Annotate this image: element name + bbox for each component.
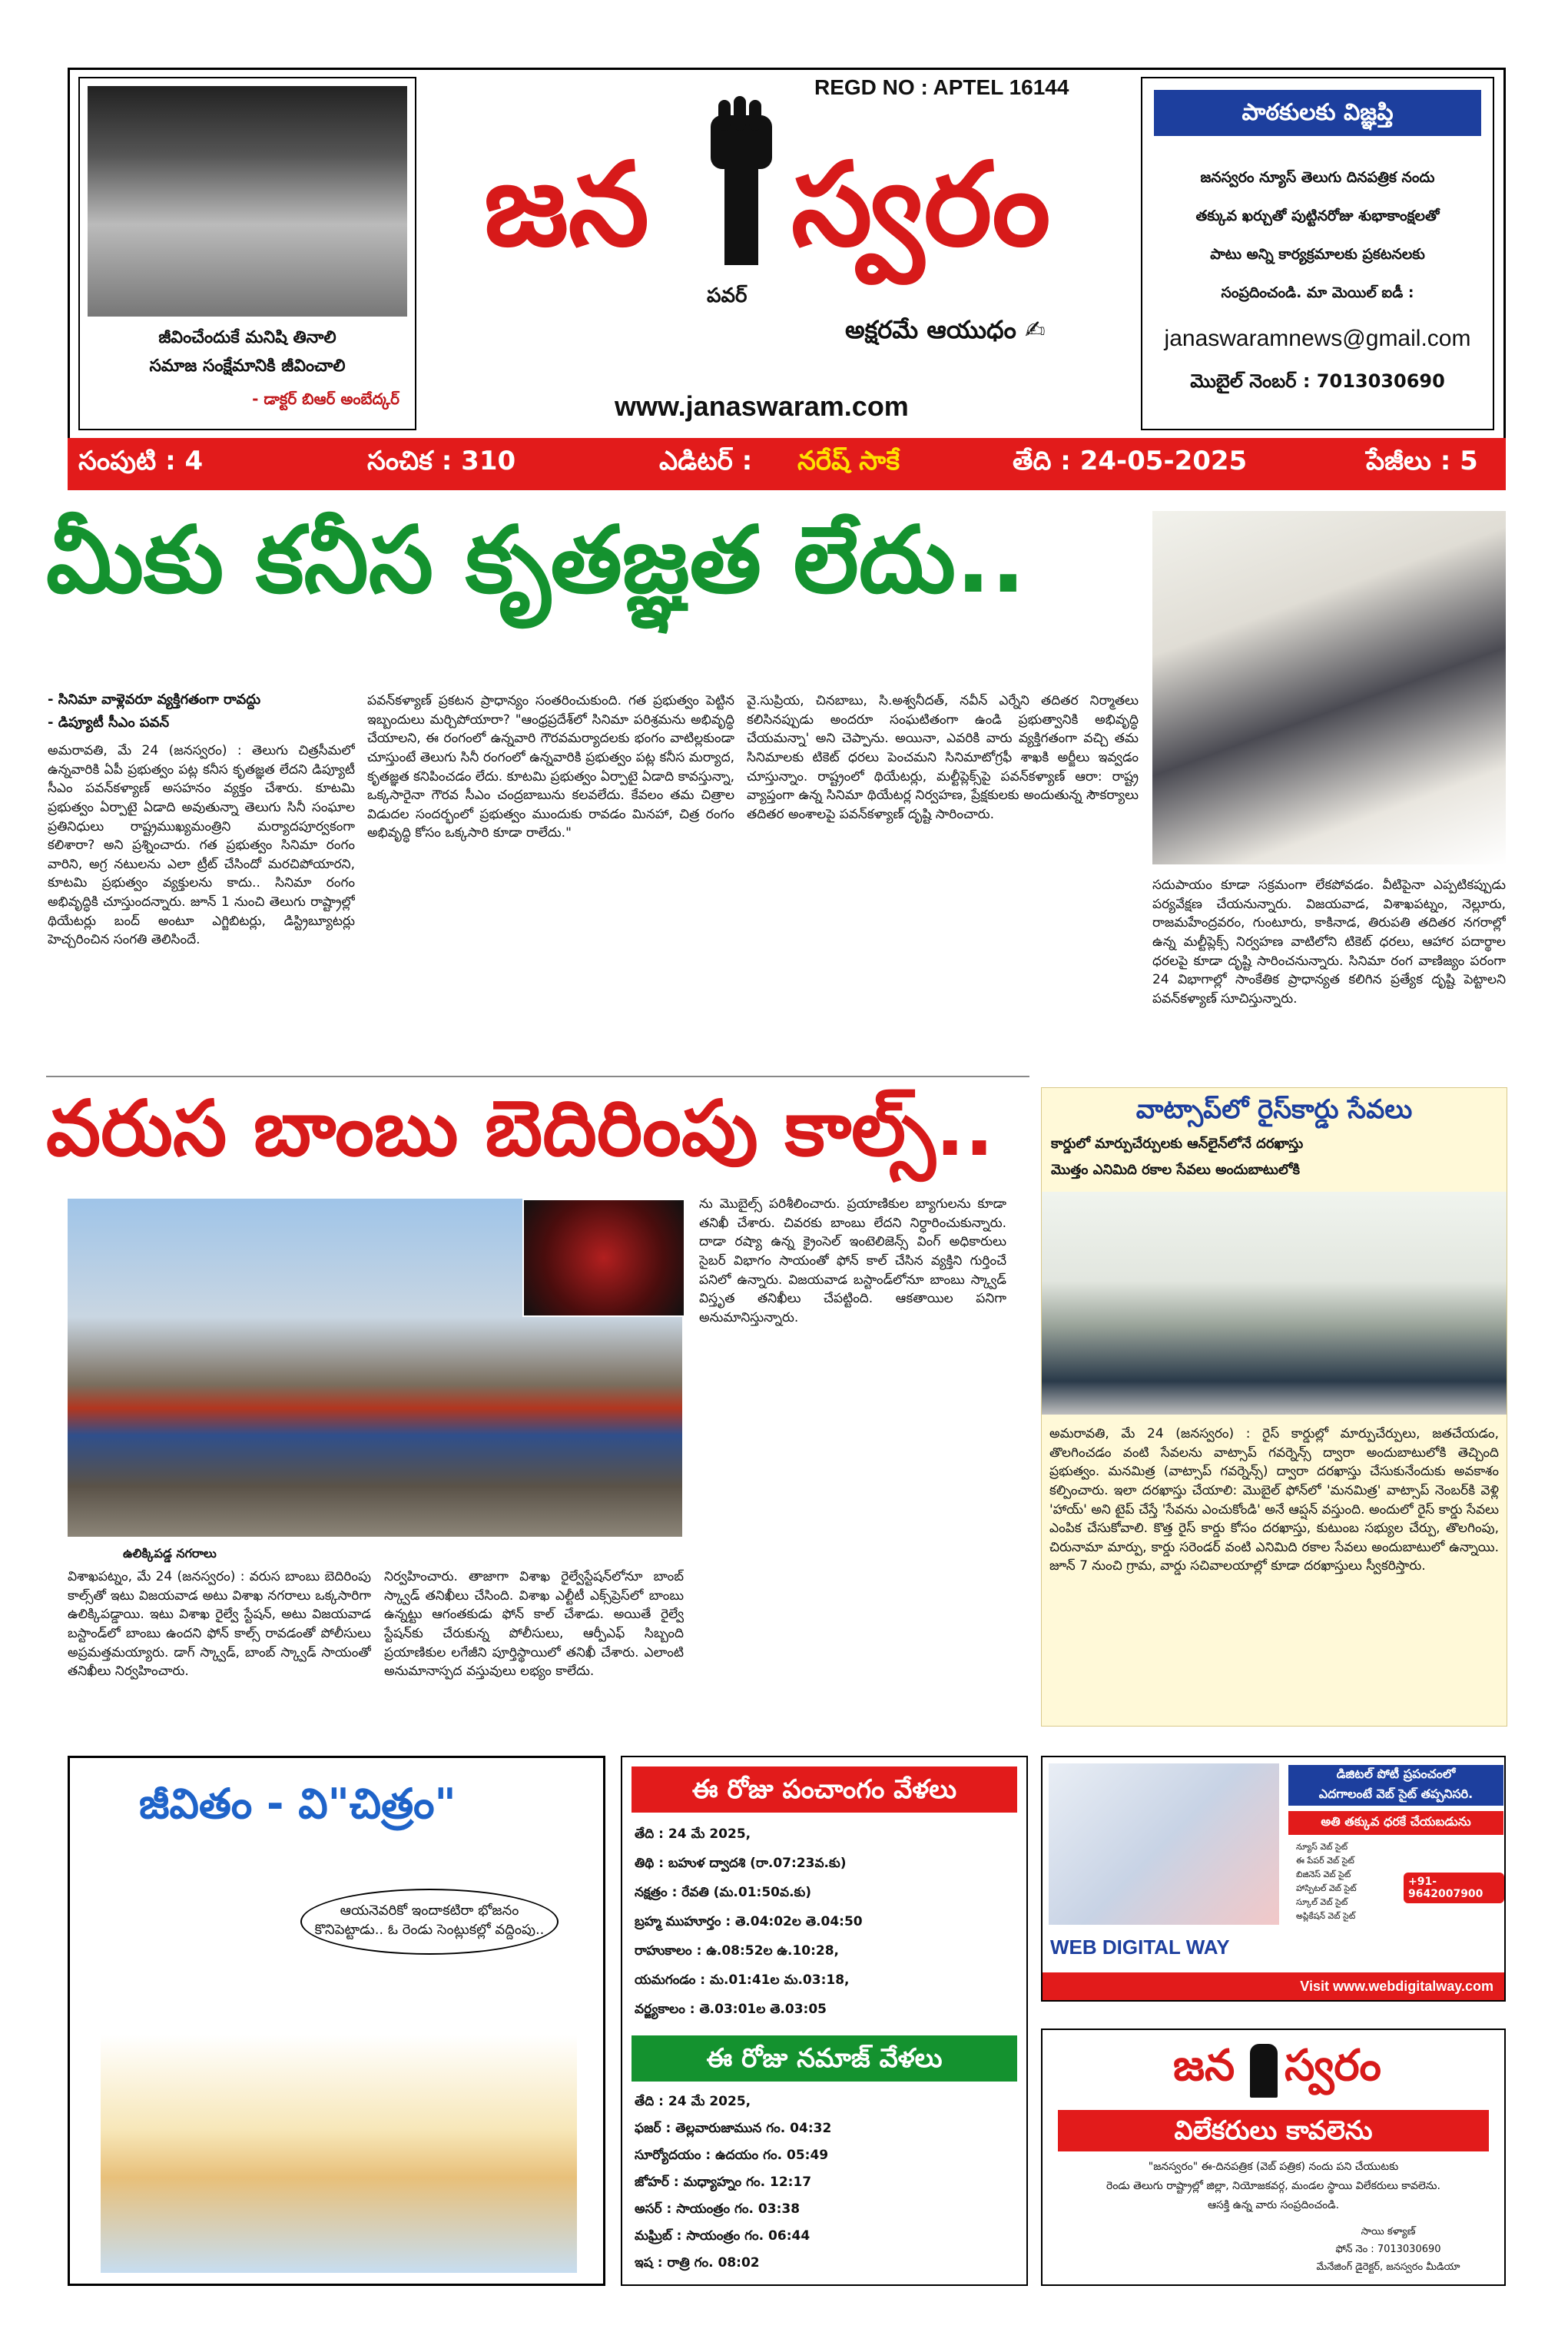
notice-mobile: మొబైల్ నెంబర్ : 7013030690 <box>1190 370 1445 392</box>
story1-column-3: వై.సుప్రియ, చినబాబు, సి.అశ్వనీదత్, నవీన్ ఎర్నేని తదితర నిర్మాతలు కలిసినప్పుడు అందరూ సంఘటితంగా ఉండి ప్రభుత్వానికి అభివృద్ధి చేయమన్నా' అని చెప్పాను. అయినా, ఎవరికి వారు వ్యక్తిగతంగా వచ్చి తమ సినిమాలకు టికెట్ ధరలు పెంచమని సినిమాటోగ్రఫీ శాఖకి అర్జీలు ఇవ్వడం చూస్తున్నాం. రాష్ట్రంలో థియేటర్లు, మల్టీప్లెక్స్‌పై పవన్‌కళ్యాణ్ ఆరా: రాష్ట్ర వ్యాప్తంగా ఉన్న సినిమా థియేటర్ల నిర్వహణ, ప్రేక్షకులకు అందుతున్న సౌకర్యాలు తదితర అంశాలపై పవన్‌కళ్యాణ్ దృష్టి సారించారు. <box>747 693 1139 822</box>
notice-line-1: జనస్వరం న్యూస్ తెలుగు దినపత్రిక నందు <box>1200 169 1435 186</box>
ad-service-4: హాస్పిటల్ వెబ్ సైట్ <box>1296 1883 1357 1893</box>
notice-line-2: తక్కువ ఖర్చుతో పుట్టినరోజు శుభాకాంక్షలతో <box>1195 207 1440 224</box>
reporter-line-3: ఆసక్తి ఉన్న వారు సంప్రదించండి. <box>1207 2199 1340 2211</box>
editor-name: నరేష్ సాకే <box>797 446 900 476</box>
issue-number: సంచిక : 310 <box>367 446 516 476</box>
story1-byline-2: - డిప్యూటీ సీఎం పవన్ <box>48 715 170 731</box>
photo-caption: ఉలిక్కిపడ్డ నగరాలు <box>123 1546 217 1561</box>
reporter-line-1: "జనస్వరం" ఈ-దినపత్రిక (వెబ్ పత్రిక) నందు పని చేయుటకు <box>1148 2161 1399 2173</box>
story1-column-2: పవన్‌కళ్యాణ్ ప్రకటన ప్రాధాన్యం సంతరించుకుంది. గత ప్రభుత్వం పెట్టిన ఇబ్బందులు మర్చిపోయారా? "ఆంధ్రప్రదేశ్‌లో సినిమా పరిశ్రమను అభివృద్ధి చేయాలని, ఈ రంగంలో ఉన్నవారి గౌరవమర్యాదలకు భంగం వాటిల్లకుండా చూస్తుంటే తెలుగు సినీ రంగంలో ఉన్నవారికి ప్రభుత్వం పట్ల కనీస మర్యాద, కృతజ్ఞత కనిపించడం లేదు. కూటమి ప్రభుత్వం ఏర్పాటై ఏడాది కావస్తున్నా, ఒక్కసారైనా గౌరవ సీఎం చంద్రబాబును కలవలేదు. కేవలం తమ చిత్రాల విడుదల సందర్భంలో ప్రభుత్వం ముందుకు రావడం మినహా, చిత్ర రంగం అభివృద్ధి కోసం ఒక్కసారి కూడా రాలేదు." <box>367 693 734 841</box>
comic-speech: ఆయనెవరికో ఇందాకటిరా భోజనం కొనిపెట్టాడు.. ఓ రెండు సెంట్లుకల్లో వద్దింపు.. <box>300 1889 559 1955</box>
story2-column-1: విశాఖపట్నం, మే 24 (జనస్వరం) : వరుస బాంబు బెదిరింపు కాల్స్‌తో ఇటు విజయవాడ అటు విశాఖ నగరాలు ఒక్కసారిగా ఉలిక్కిపడ్డాయి. ఇటు విశాఖ రైల్వే స్టేషన్, అటు విజయవాడ బస్టాండ్‌లో బాంబు ఉందని ఫోన్ కాల్స్ రావడంతో పోలీసులు అప్రమత్తమయ్యారు. డాగ్ స్క్వాడ్, బాంబ్ స్క్వాడ్ సాయంతో తనిఖీలు నిర్వహించారు. <box>68 1569 371 1680</box>
pawan-kalyan-photo <box>1152 511 1506 864</box>
notice-line-3: పాటు అన్ని కార్యక్రమాలకు ప్రకటనలకు <box>1210 246 1425 263</box>
whatsapp-title: వాట్సాప్‌లో రైస్‌కార్డు సేవలు <box>1135 1094 1413 1125</box>
whatsapp-bullet-2: మొత్తం ఎనిమిది రకాల సేవలు అందుబాటులోకి <box>1051 1162 1301 1178</box>
ad-top-line-2: ఎదగాలంటే వెబ్ సైట్ తప్పనిసరి. <box>1288 1785 1503 1806</box>
logo-right-text: స్వరం <box>791 138 1051 272</box>
issue-date: తేది : 24-05-2025 <box>1013 446 1248 476</box>
ad-service-5: స్కూల్ వెబ్ సైట్ <box>1296 1897 1348 1907</box>
bomb-inset-photo <box>522 1199 685 1317</box>
panchangam-row-1: తేది : 24 మే 2025, <box>635 1826 751 1842</box>
separator-1 <box>46 1076 1029 1077</box>
panchangam-box <box>621 1756 1028 2286</box>
whatsapp-story-box <box>1041 1087 1507 1727</box>
notice-email[interactable]: janaswaramnews@gmail.com <box>1164 326 1471 351</box>
ad-visit-link[interactable]: Visit www.webdigitalway.com <box>1043 1972 1504 2000</box>
page-count: పేజీలు : 5 <box>1366 446 1478 476</box>
notice-box <box>1141 77 1494 430</box>
ambedkar-portrait <box>88 86 407 317</box>
comic-box <box>68 1756 605 2286</box>
story2-column-3: ను మొబైల్స్ పరిశీలించారు. ప్రయాణికుల బ్యాగులను కూడా తనిఖీ చేశారు. చివరకు బాంబు లేదని నిర్ధారించుకున్నారు. దాడా రష్యా ఉన్న క్రైంసెల్ ఇంటెలిజెన్స్ వింగ్ అధికారులు సైబర్ విభాగం సాయంతో ఫోన్ కాల్ చేసిన వ్యక్తిని గుర్తించే పనిలో ఉన్నారు. విజయవాడ బస్టాండ్‌లోనూ బాంబు స్క్వాడ్ విస్తృత తనిఖీలు చేపట్టింది. ఆకతాయిల పనిగా అనుమానిస్తున్నారు. <box>699 1196 1006 1325</box>
namaz-row-3: సూర్యోదయం : ఉదయం గం. 05:49 <box>635 2148 829 2163</box>
namaz-row-2: ఫజర్ : తెల్లవారుజామున గం. 04:32 <box>635 2121 832 2136</box>
web-digital-ad[interactable] <box>1041 1756 1506 2002</box>
reporter-logo-right: స్వరం <box>1285 2041 1381 2091</box>
whatsapp-launch-photo <box>1042 1192 1507 1415</box>
ad-service-2: ఈ పేపర్ వెబ్ సైట్ <box>1296 1856 1354 1866</box>
ad-offer: అతి తక్కువ ధరకే చేయబడును <box>1288 1811 1503 1835</box>
volume: సంపుటి : 4 <box>78 446 204 476</box>
ad-phone: +91-9642007900 <box>1404 1873 1504 1903</box>
portrait-caption-3: - డాక్టర్ బిఆర్ అంబేద్కర్ <box>252 390 399 408</box>
reporter-sign-2: ఫోన్ నెం : 7013030690 <box>1335 2244 1441 2255</box>
namaz-row-5: అసర్ : సాయంత్రం గం. 03:38 <box>635 2201 801 2217</box>
namaz-row-1: తేది : 24 మే 2025, <box>635 2094 751 2109</box>
panchangam-title: ఈ రోజు పంచాంగం వేళలు <box>632 1766 1017 1813</box>
ad-top-line-1: డిజిటల్ పోటీ ప్రపంచంలో <box>1288 1765 1503 1786</box>
panchangam-row-4: బ్రహ్మ ముహూర్తం : తె.04:02ల తె.04:50 <box>635 1914 863 1929</box>
regd-number: REGD NO : APTEL 16144 <box>814 75 1069 99</box>
story2-headline: వరుస బాంబు బెదిరింపు కాల్స్.. <box>46 1083 994 1173</box>
ad-service-1: న్యూస్ వెబ్ సైట్ <box>1296 1842 1348 1852</box>
reporter-logo-left: జన <box>1173 2041 1235 2091</box>
reporter-line-2: రెండు తెలుగు రాష్ట్రాల్లో జిల్లా, నియోజకవర్గ, మండల స్థాయి విలేకరులు కావలెను. <box>1106 2180 1440 2192</box>
panchangam-row-7: వర్జ్యకాలం : తె.03:01ల తె.03:05 <box>635 2002 827 2017</box>
reporter-fist-icon <box>1250 2044 1278 2098</box>
ad-service-3: బిజినెస్ వెబ్ సైట్ <box>1296 1869 1351 1879</box>
portrait-caption-1: జీవించేందుకే మనిషి తినాలి <box>158 328 336 347</box>
logo-left-text: జన <box>484 138 649 272</box>
editor-label: ఎడిటర్ : <box>659 446 753 476</box>
raised-fist-icon <box>695 92 787 269</box>
whatsapp-bullet-1: కార్డులో మార్పుచేర్పులకు ఆన్‌లైన్‌లోనే దరఖాస్తు <box>1051 1136 1304 1152</box>
portrait-caption-2: సమాజ సంక్షేమానికి జీవించాలి <box>149 357 346 376</box>
namaz-row-7: ఇష : రాత్రి గం. 08:02 <box>635 2255 760 2271</box>
comic-title: జీవితం - వి"చిత్రం" <box>139 1780 456 1828</box>
portrait-panel <box>78 77 416 430</box>
story2-column-2: నిర్వహించారు. తాజాగా విశాఖ రైల్వేస్టేషన్‌లోనూ బాంబ్ స్క్వాడ్ తనిఖీలు చేసింది. విశాఖ ఎల్టీటీ ఎక్స్‌ప్రెస్‌లో బాంబు ఉన్నట్టు ఆగంతకుడు ఫోన్ కాల్ చేశాడు. అయితే రైల్వే స్టేషన్‌కు చేరుకున్న పోలీసులు, ఆర్పీఎఫ్ సిబ్బంది ప్రయాణికుల లగేజీని పూర్తిస్థాయిలో తనిఖీ చేశారు. ఎలాంటి అనుమానాస్పద వస్తువులు లభ్యం కాలేదు. <box>384 1569 684 1680</box>
tagline: అక్షరమే ఆయుధం ✍ <box>845 315 1046 344</box>
story1-column-1: అమరావతి, మే 24 (జనస్వరం) : తెలుగు చిత్రసీమలో ఉన్నవారికి ఏపీ ప్రభుత్వం పట్ల కనీస కృతజ్ఞత లేదని డిప్యూటీ సీఎం పవన్‌కళ్యాణ్ అసహనం వ్యక్తం చేశారు. కూటమి ప్రభుత్వం ఏర్పాటై ఏడాది అవుతున్నా తెలుగు సినీ సంఘాల ప్రతినిధులు రాష్ట్రముఖ్యమంత్రిని మర్యాదపూర్వకంగా కలిశారా? అని ప్రశ్నించారు. గత ప్రభుత్వం సినిమా రంగం వారిని, అగ్ర నటులను ఎలా ట్రీట్ చేసిందో మరచిపోయారని, కూటమి ప్రభుత్వం వ్యక్తులను కాదు.. సినిమా రంగం అభివృద్ధికి చూస్తుందన్నారు. జూన్ 1 నుంచి తెలుగు రాష్ట్రాల్లో థియేటర్లు బంద్ అంటూ ఎగ్జిబిటర్లు, డిస్ట్రిబ్యూటర్లు హెచ్చరించిన సంగతి తెలిసిందే. <box>48 743 355 948</box>
namaz-row-6: మఘ్రిబ్ : సాయంత్రం గం. 06:44 <box>635 2228 811 2244</box>
story1-headline: మీకు కనీస కృతజ్ఞత లేదు.. <box>46 507 1026 614</box>
namaz-title: ఈ రోజు నమాజ్ వేళలు <box>632 2035 1017 2082</box>
reporter-sign-3: మేనేజింగ్ డైరెక్టర్, జనస్వరం మీడియా <box>1316 2261 1460 2273</box>
panchangam-row-2: తిథి : బహుళ ద్వాదశి (రా.07:23వ.కు) <box>635 1856 847 1871</box>
panchangam-row-6: యమగండం : మ.01:41ల మ.03:18, <box>635 1972 850 1988</box>
ad-brand: WEB DIGITAL WAY <box>1050 1936 1230 1959</box>
comic-illustration <box>101 2035 577 2273</box>
notice-title: పాఠకులకు విజ్ఞప్తి <box>1154 90 1481 136</box>
panchangam-row-3: నక్షత్రం : రేవతి (మ.01:50వ.కు) <box>635 1885 812 1900</box>
info-bar <box>68 438 1506 490</box>
website-link[interactable]: www.janaswaram.com <box>615 390 909 422</box>
notice-line-4: సంప్రదించండి. మా మెయిల్ ఐడీ : <box>1221 284 1414 301</box>
whatsapp-body: అమరావతి, మే 24 (జనస్వరం) : రైస్ కార్డుల్లో మార్పుచేర్పులు, జతచేయడం, తొలగించడం వంటి సేవలను వాట్సాప్ గవర్నెన్స్ ద్వారా అందుబాటులోకి తెచ్చింది ప్రభుత్వం. మనమిత్ర (వాట్సాప్ గవర్నెన్స్) ద్వారా దరఖాస్తు చేసుకునేందుకు అవకాశం కల్పించారు. ఇలా దరఖాస్తు చేయాలి: మొబైల్ ఫోన్‌లో 'మనమిత్ర' వాట్సాప్ నెంబర్‌కి వెళ్లి 'హాయ్' అని టైప్ చేస్తే 'సేవను ఎంచుకోండి' అనే ఆప్షన్ వస్తుంది. అందులో రైస్ కార్డు సేవలు ఎంపిక చేసుకోవాలి. కొత్త రైస్ కార్డు కోసం దరఖాస్తు, కుటుంబ సభ్యుల చేర్పు, తొలగింపు, చిరునామా మార్పు, కార్డు సరెండర్ వంటి ఎనిమిది రకాల సేవలు అందుబాటులో ఉన్నాయి. జూన్ 7 నుంచి గ్రామ, వార్డు సచివాలయాల్లో కూడా దరఖాస్తులు స్వీకరిస్తారు. <box>1049 1426 1499 1574</box>
story1-byline-1: - సినిమా వాళ్లెవరూ వ్యక్తిగతంగా రావద్దు <box>48 692 261 708</box>
logo <box>461 92 1106 338</box>
reporter-title: విలేకరులు కావలెను <box>1058 2110 1489 2151</box>
logo-small-text: పవర్ <box>707 284 748 307</box>
namaz-row-4: జోహర్ : మధ్యాహ్నం గం. 12:17 <box>635 2175 812 2190</box>
panchangam-row-5: రాహుకాలం : ఉ.08:52ల ఉ.10:28, <box>635 1943 840 1959</box>
reporter-sign-1: సాయి కళ్యాణ్ <box>1361 2226 1416 2238</box>
reporter-logo <box>1173 2041 1388 2102</box>
story1-column-4: సదుపాయం కూడా సక్రమంగా లేకపోవడం. వీటిపైనా ఎప్పటికప్పుడు పర్యవేక్షణ చేయనున్నారు. విజయవాడ, విశాఖపట్నం, నెల్లూరు, రాజమహేంద్రవరం, గుంటూరు, కాకినాడ, తిరుపతి తదితర నగరాల్లో ఉన్న మల్టీప్లెక్స్ నిర్వహణ వాటిలోని టికెట్ ధరలు, ఆహార పదార్థాల ధరలపై కూడా దృష్టి సారించనున్నారు. సినిమా రంగ వాణిజ్యం పరంగా 24 విభాగాల్లో సాంకేతిక ప్రాధాన్యత కలిగిన ప్రత్యేక దృష్టి పెట్టాలని పవన్‌కళ్యాణ్ సూచిస్తున్నారు. <box>1152 877 1506 1007</box>
ad-service-6: అప్లికేషన్ వెబ్ సైట్ <box>1296 1911 1356 1921</box>
reporters-wanted-ad <box>1041 2029 1506 2286</box>
ad-screens-image <box>1049 1763 1279 1925</box>
